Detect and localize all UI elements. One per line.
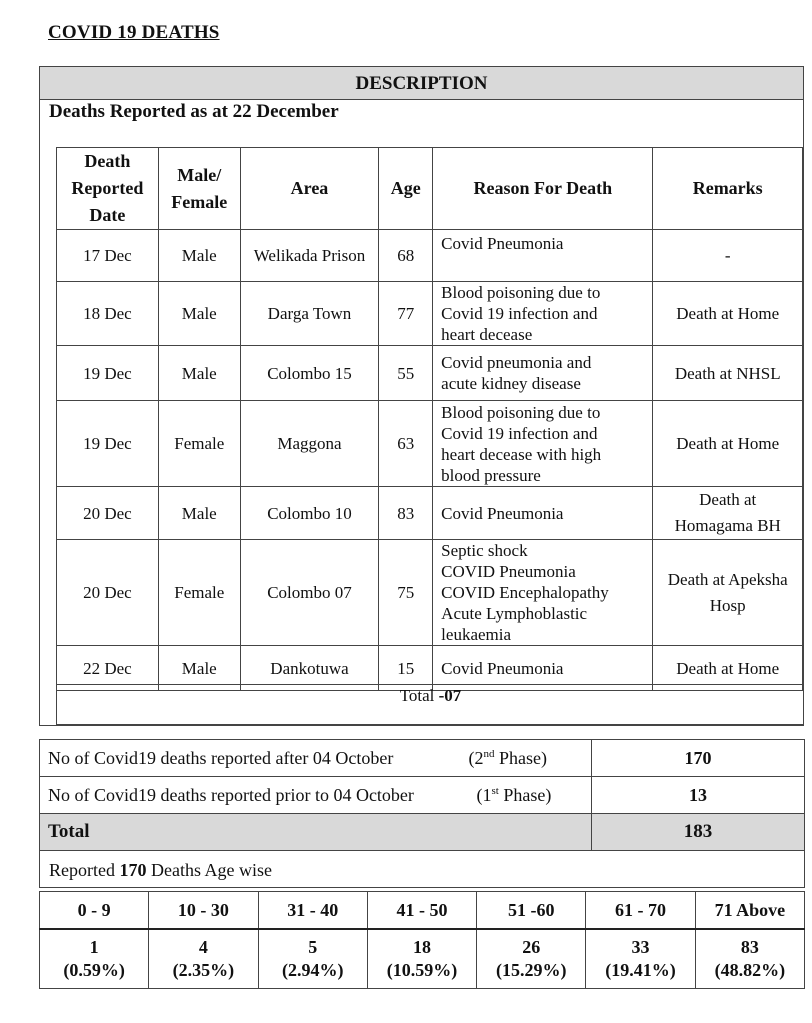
cell-remarks: - [653,230,803,282]
col-date-header: Death Reported Date [57,148,159,230]
age-range-cell: 0 - 9 [40,892,149,930]
cell-area: Darga Town [240,282,379,346]
summary-row-after [40,740,805,777]
cell-date: 19 Dec [57,401,159,487]
cell-area: Colombo 10 [240,487,379,540]
table-row [57,487,803,540]
description-box [39,66,804,726]
cell-age: 63 [379,401,433,487]
cell-age: 77 [379,282,433,346]
summary-row-total [40,814,805,851]
cell-reason: Blood poisoning due to Covid 19 infection and heart decease [433,282,653,346]
cell-area: Colombo 15 [240,346,379,401]
cell-sex: Male [158,346,240,401]
cell-age: 15 [379,646,433,691]
cell-reason: Covid Pneumonia [433,230,653,282]
cell-age: 55 [379,346,433,401]
cell-age: 75 [379,540,433,646]
cell-area: Colombo 07 [240,540,379,646]
cell-date: 17 Dec [57,230,159,282]
table-row [57,230,803,282]
cell-area: Dankotuwa [240,646,379,691]
age-count-cell: 5 (2.94%) [258,929,367,989]
summary-total-value: 183 [592,814,805,851]
page-title: COVID 19 DEATHS [48,22,220,43]
agewise-heading: Reported 170 Deaths Age wise [39,851,805,888]
summary-prior-label: No of Covid19 deaths reported prior to 04 October (1st Phase) [40,777,592,814]
col-sex-header: Male/ Female [158,148,240,230]
col-remarks-header: Remarks [653,148,803,230]
cell-age: 83 [379,487,433,540]
summary-prior-value: 13 [592,777,805,814]
col-reason-header: Reason For Death [433,148,653,230]
cell-reason: Covid Pneumonia [433,646,653,691]
age-range-cell: 61 - 70 [586,892,695,930]
summary-after-value: 170 [592,740,805,777]
cell-reason: Blood poisoning due to Covid 19 infection and heart decease with high blood pressure [433,401,653,487]
cell-area: Maggona [240,401,379,487]
table-row [57,282,803,346]
cell-reason: Septic shock COVID Pneumonia COVID Encephalopathy Acute Lymphoblastic leukaemia [433,540,653,646]
age-range-cell: 51 -60 [477,892,586,930]
age-count-cell: 26 (15.29%) [477,929,586,989]
age-count-cell: 18 (10.59%) [367,929,476,989]
cell-sex: Male [158,282,240,346]
cell-date: 20 Dec [57,540,159,646]
col-area-header: Area [240,148,379,230]
age-table [39,891,805,989]
cell-date: 22 Dec [57,646,159,691]
cell-area: Welikada Prison [240,230,379,282]
cell-remarks: Death at Apeksha Hosp [653,540,803,646]
age-range-cell: 41 - 50 [367,892,476,930]
cell-remarks: Death at Home [653,401,803,487]
cell-sex: Female [158,540,240,646]
age-count-row [40,929,805,989]
age-range-cell: 10 - 30 [149,892,258,930]
summary-total-label: Total [40,814,592,851]
reported-heading: Deaths Reported as at 22 December [49,101,339,122]
col-age-header: Age [379,148,433,230]
cell-remarks: Death at Home [653,282,803,346]
table-row [57,540,803,646]
cell-reason: Covid pneumonia and acute kidney disease [433,346,653,401]
cell-sex: Male [158,646,240,691]
cell-remarks: Death at Home [653,646,803,691]
summary-table [39,739,805,851]
age-range-cell: 31 - 40 [258,892,367,930]
cell-sex: Male [158,487,240,540]
cell-date: 19 Dec [57,346,159,401]
cell-remarks: Death at Homagama BH [653,487,803,540]
table-row [57,346,803,401]
total-value: -07 [438,686,462,705]
age-count-cell: 33 (19.41%) [586,929,695,989]
phase-label: (2nd Phase) [468,747,547,768]
description-header: DESCRIPTION [40,67,803,100]
cell-date: 20 Dec [57,487,159,540]
age-count-cell: 4 (2.35%) [149,929,258,989]
age-range-row [40,892,805,930]
cell-age: 68 [379,230,433,282]
age-count-cell: 1 (0.59%) [40,929,149,989]
phase-label: (1st Phase) [476,784,552,805]
cell-remarks: Death at NHSL [653,346,803,401]
cell-sex: Male [158,230,240,282]
age-range-cell: 71 Above [695,892,804,930]
deaths-table [56,147,803,691]
cell-date: 18 Dec [57,282,159,346]
table-row [57,401,803,487]
summary-after-label: No of Covid19 deaths reported after 04 October (2nd Phase) [40,740,592,777]
cell-reason: Covid Pneumonia [433,487,653,540]
cell-sex: Female [158,401,240,487]
deaths-table-header [57,148,803,230]
age-count-cell: 83 (48.82%) [695,929,804,989]
total-row: Total -07 [56,684,804,725]
summary-row-prior [40,777,805,814]
